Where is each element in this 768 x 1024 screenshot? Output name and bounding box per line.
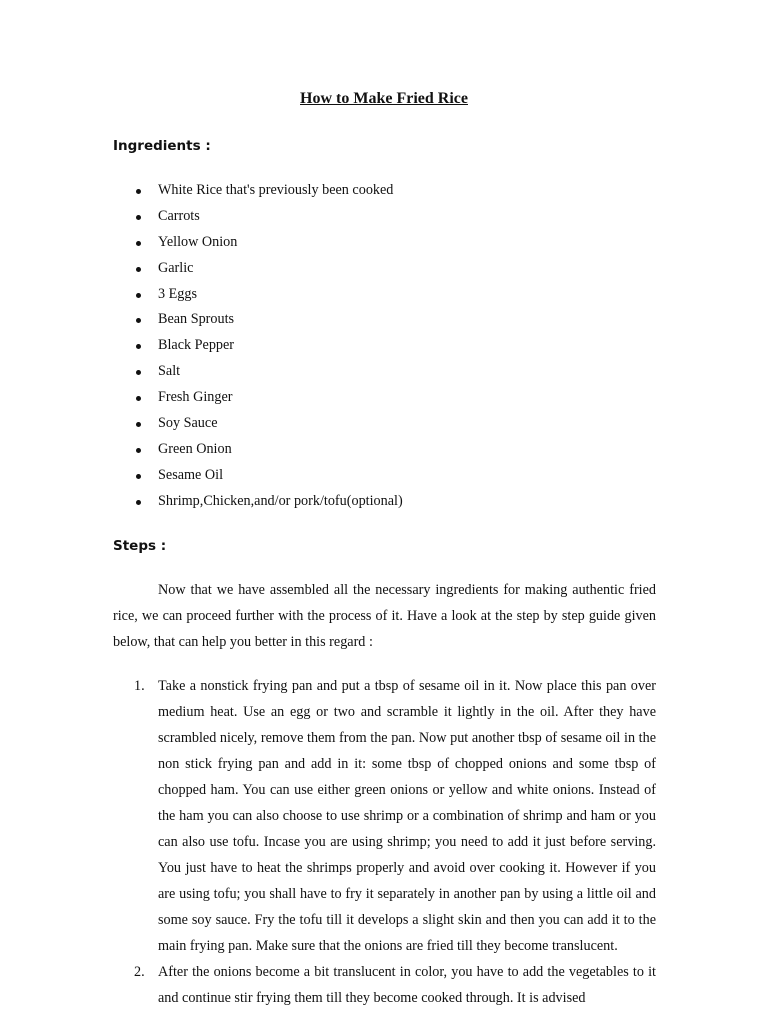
document-title: How to Make Fried Rice bbox=[300, 90, 468, 107]
steps-list bbox=[0, 673, 656, 1011]
ingredient-item: Yellow Onion bbox=[0, 230, 403, 256]
ingredient-item: Black Pepper bbox=[0, 333, 403, 359]
ingredient-item: Sesame Oil bbox=[0, 463, 403, 489]
steps-heading: Steps : bbox=[113, 538, 167, 554]
step-text: Take a nonstick frying pan and put a tbsp of sesame oil in it. Now place this pan over medium heat. Use an egg or two and scramble it lightly in the oil. After they have scrambled nicely, remove them from the pan. Now put another tbsp of sesame oil in the non stick frying pan and add in it: some tbsp of chopped onions and some tbsp of chopped ham. You can use either green onions or yellow and white onions. Instead of the ham you can also choose to use shrimp or a combination of shrimp and ham or you can also use tofu. Incase you are using shrimp; you need to add it just before serving. You just have to heat the shrimps properly and avoid over cooking it. However if you are using tofu; you shall have to fry it separately in another pan by using a little oil and some soy sauce. Fry the tofu till it develops a slight skin and then you can add it to the main frying pan. Make sure that the onions are fried till they become translucent. bbox=[158, 678, 656, 954]
ingredient-item: Shrimp,Chicken,and/or pork/tofu(optional) bbox=[0, 489, 403, 515]
ingredient-item: 3 Eggs bbox=[0, 282, 403, 308]
step-text: After the onions become a bit translucent in color, you have to add the vegetables to it and continue stir frying them till they become cooked through. It is advised bbox=[158, 964, 656, 1006]
ingredients-list bbox=[0, 178, 403, 515]
step-item bbox=[134, 959, 656, 1011]
ingredient-item: Carrots bbox=[0, 204, 403, 230]
ingredient-item: Fresh Ginger bbox=[0, 385, 403, 411]
intro-paragraph: Now that we have assembled all the necessary ingredients for making authentic fried rice, we can proceed further with the process of it. Have a look at the step by step guide given below, that can help you better in this regard : bbox=[113, 582, 656, 650]
ingredient-item: White Rice that's previously been cooked bbox=[0, 178, 403, 204]
step-number: 1. bbox=[134, 678, 145, 694]
ingredients-heading: Ingredients : bbox=[113, 138, 211, 154]
ingredient-item: Green Onion bbox=[0, 437, 403, 463]
ingredient-item: Soy Sauce bbox=[0, 411, 403, 437]
ingredient-item: Bean Sprouts bbox=[0, 307, 403, 333]
ingredient-item: Garlic bbox=[0, 256, 403, 282]
step-item bbox=[134, 673, 656, 959]
step-number: 2. bbox=[134, 964, 145, 980]
ingredient-item: Salt bbox=[0, 359, 403, 385]
